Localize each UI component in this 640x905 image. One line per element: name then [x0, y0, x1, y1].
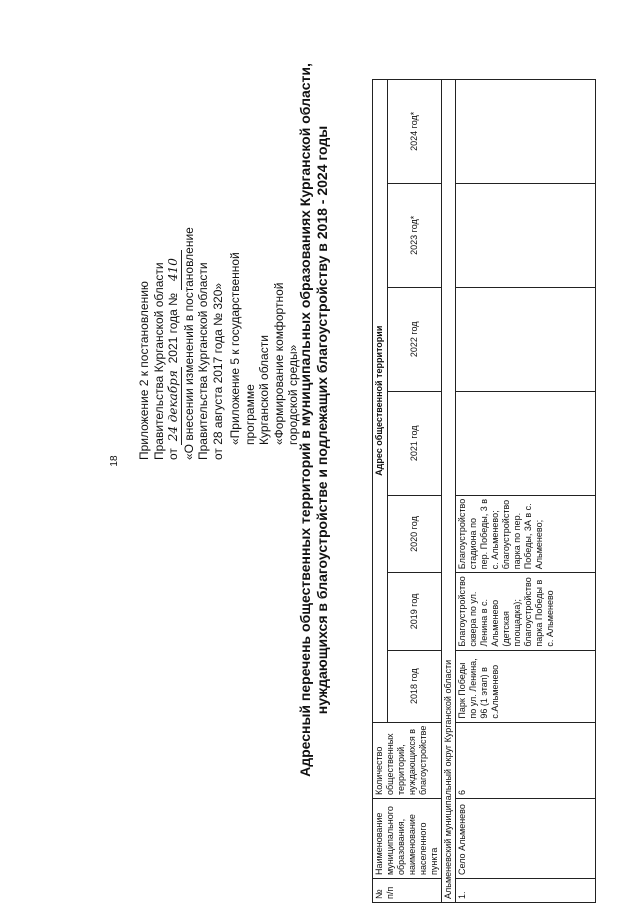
- document-title: [297, 20, 331, 820]
- annex-line-4: «О внесении изменений в постановление: [181, 227, 196, 460]
- program-line-4: городской среды»: [286, 344, 300, 445]
- header-year-2020: 2020 год: [388, 495, 442, 572]
- row-name: Село Альменево: [456, 799, 596, 879]
- header-year-2022: 2022 год: [388, 287, 442, 391]
- annex-line-2: Правительства Курганской области: [151, 262, 166, 460]
- handwritten-date: 24 декабря: [166, 367, 182, 445]
- region-row: Альменевский муниципальный округ Курганской области: [442, 79, 456, 902]
- row-num: 1.: [456, 879, 596, 903]
- header-year-2024: 2024 год*: [388, 79, 442, 183]
- row-2018: Парк Победы по ул. Ленина, 96 (1 этап) в с.Альменево: [456, 650, 596, 722]
- row-2019: Благоустройство сквера по ул. Ленина в с. Альменево (детская площадка); благоустройство парка Победы в с. Альменево: [456, 573, 596, 650]
- annex-line-5: Правительства Курганской области: [196, 262, 210, 460]
- territory-table: [372, 79, 596, 903]
- row-2021: [456, 391, 596, 495]
- annex-year: 2021 года №: [166, 292, 180, 364]
- title-line-2: нуждающихся в благоустройстве и подлежащих благоустройству в 2018 - 2024 годы: [314, 125, 330, 715]
- header-count: Количество общественных территорий, нуждающихся в благоустройстве: [373, 722, 442, 798]
- handwritten-number: 410: [166, 250, 182, 290]
- annex-line-6: от 28 августа 2017 года № 320»: [210, 282, 225, 460]
- program-line-2: Курганской области: [257, 335, 271, 445]
- header-year-2019: 2019 год: [388, 573, 442, 650]
- program-line-1: «Приложение 5 к государственной программе: [228, 252, 257, 445]
- annex-date-prefix: от: [166, 448, 180, 460]
- table-row: [456, 79, 596, 902]
- header-num: № п/п: [373, 879, 442, 903]
- row-2022: [456, 287, 596, 391]
- annex-header: [137, 200, 225, 460]
- row-count: 6: [456, 722, 596, 798]
- page-number: 18: [109, 455, 120, 467]
- annex-line-1: Приложение 2 к постановлению: [137, 281, 151, 460]
- program-line-3: «Формирование комфортной: [271, 282, 286, 445]
- header-year-2018: 2018 год: [388, 650, 442, 722]
- header-year-2021: 2021 год: [388, 391, 442, 495]
- row-2020: Благоустройство стадиона по пер. Победы, 3 в с. Альменево; благоустройство парка по пер. Победы, 3А в с. Альменево;: [456, 495, 596, 572]
- row-2023: [456, 183, 596, 287]
- header-name: Наименование муниципального образования, наименование населенного пункта: [373, 799, 442, 879]
- row-2024: [456, 79, 596, 183]
- header-year-2023: 2023 год*: [388, 183, 442, 287]
- territory-table-wrapper: [372, 79, 596, 903]
- program-reference: [228, 205, 301, 445]
- annex-line-3: [166, 200, 182, 460]
- header-address: Адрес общественной территории: [373, 79, 388, 722]
- title-line-1: Адресный перечень общественных территорий в муниципальных образованиях Курганской области,: [297, 63, 313, 777]
